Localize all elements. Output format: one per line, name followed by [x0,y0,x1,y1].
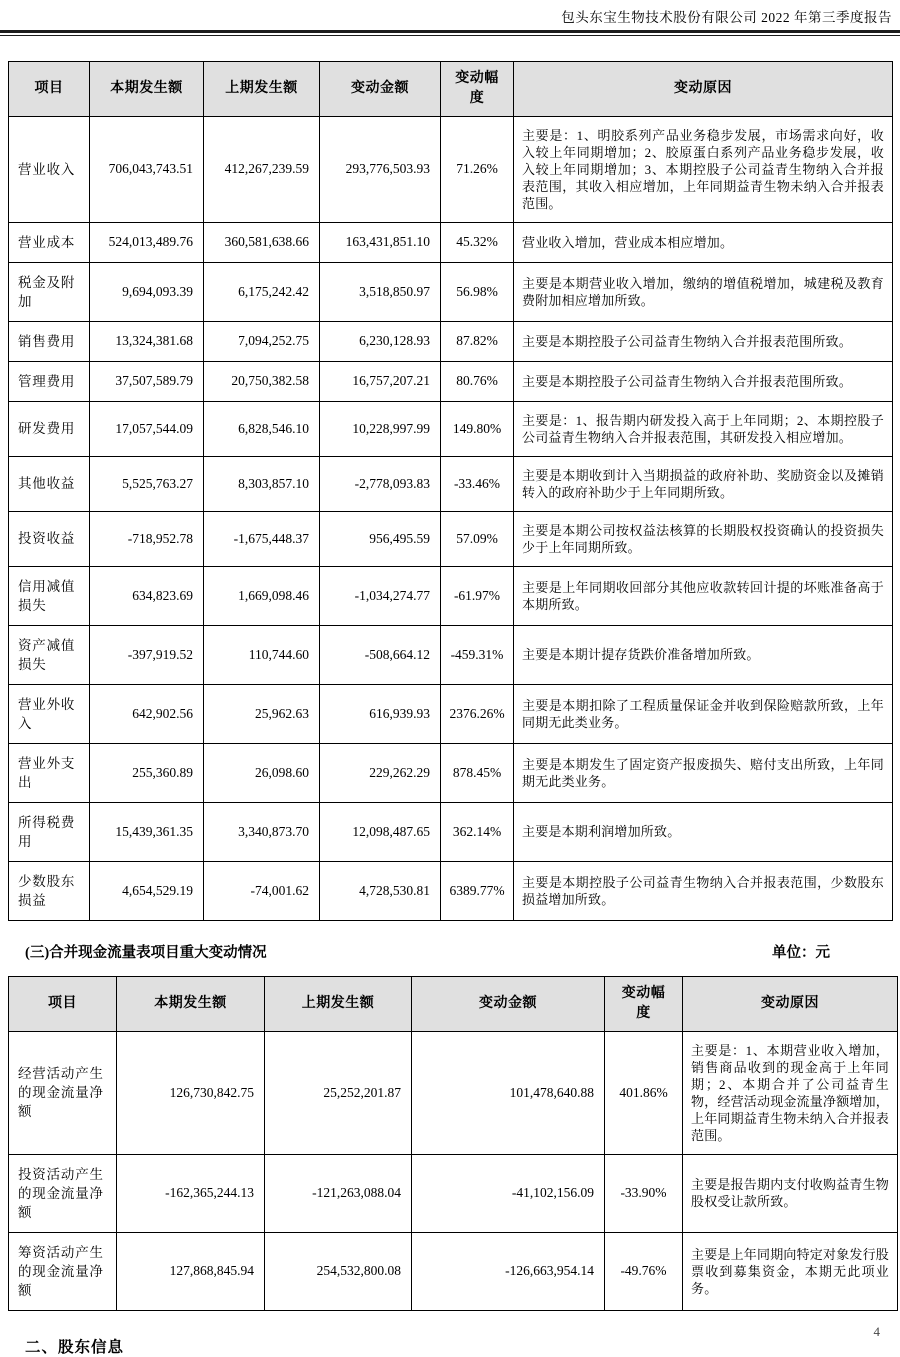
change-amount-value: -41,102,156.09 [412,1154,605,1232]
current-amount-value: 642,902.56 [90,684,204,743]
change-percent-value: 878.45% [441,743,514,802]
current-amount-value: -397,919.52 [90,625,204,684]
prior-amount-value: 20,750,382.58 [204,361,320,401]
table-row [9,861,893,920]
row-item-label: 经营活动产生的现金流量净额 [9,1031,117,1154]
current-amount-value: 9,694,093.39 [90,262,204,321]
change-reason-text: 主要是本期控股子公司益青生物纳入合并报表范围所致。 [514,321,893,361]
row-item-label: 营业外收入 [9,684,90,743]
column-header-current-amount: 本期发生额 [117,976,265,1031]
column-header-change-percent: 变动幅度 [605,976,683,1031]
table-row [9,401,893,456]
change-percent-value: 45.32% [441,222,514,262]
change-amount-value: 293,776,503.93 [320,116,441,222]
change-percent-value: -459.31% [441,625,514,684]
prior-amount-value: 254,532,800.08 [265,1232,412,1310]
column-header-item: 项目 [9,976,117,1031]
prior-amount-value: 360,581,638.66 [204,222,320,262]
change-amount-value: 956,495.59 [320,511,441,566]
change-amount-value: 10,228,997.99 [320,401,441,456]
change-percent-value: 2376.26% [441,684,514,743]
prior-amount-value: 3,340,873.70 [204,802,320,861]
table-row [9,625,893,684]
column-header-change-amount: 变动金额 [412,976,605,1031]
row-item-label: 投资收益 [9,511,90,566]
column-header-change-amount: 变动金额 [320,61,441,116]
change-percent-value: 6389.77% [441,861,514,920]
current-amount-value: -718,952.78 [90,511,204,566]
document-header [0,0,900,30]
row-item-label: 信用减值损失 [9,566,90,625]
prior-amount-value: 25,252,201.87 [265,1031,412,1154]
table-row [9,222,893,262]
change-reason-text: 主要是本期计提存货跌价准备增加所致。 [514,625,893,684]
row-item-label: 销售费用 [9,321,90,361]
row-item-label: 管理费用 [9,361,90,401]
prior-amount-value: 26,098.60 [204,743,320,802]
change-percent-value: 57.09% [441,511,514,566]
change-amount-value: 4,728,530.81 [320,861,441,920]
table-row [9,456,893,511]
table-header-row [9,976,898,1031]
column-header-prior-amount: 上期发生额 [204,61,320,116]
prior-amount-value: 412,267,239.59 [204,116,320,222]
prior-amount-value: -1,675,448.37 [204,511,320,566]
row-item-label: 投资活动产生的现金流量净额 [9,1154,117,1232]
current-amount-value: 634,823.69 [90,566,204,625]
current-amount-value: 17,057,544.09 [90,401,204,456]
current-amount-value: 126,730,842.75 [117,1031,265,1154]
change-reason-text: 主要是：1、报告期内研发投入高于上年同期；2、本期控股子公司益青生物纳入合并报表范围，其研发投入相应增加。 [514,401,893,456]
page-number: 4 [873,1324,880,1339]
change-percent-value: 71.26% [441,116,514,222]
row-item-label: 所得税费用 [9,802,90,861]
table-row [9,1031,898,1154]
current-amount-value: 4,654,529.19 [90,861,204,920]
cash-flow-changes-table [8,976,898,1311]
current-amount-value: 524,013,489.76 [90,222,204,262]
change-amount-value: 101,478,640.88 [412,1031,605,1154]
change-percent-value: -33.90% [605,1154,683,1232]
change-amount-value: -126,663,954.14 [412,1232,605,1310]
change-percent-value: -33.46% [441,456,514,511]
table-header-row [9,61,893,116]
change-amount-value: -2,778,093.83 [320,456,441,511]
row-item-label: 营业外支出 [9,743,90,802]
change-percent-value: 401.86% [605,1031,683,1154]
column-header-change-percent: 变动幅度 [441,61,514,116]
prior-amount-value: 7,094,252.75 [204,321,320,361]
table-row [9,116,893,222]
income-statement-changes-table [8,61,893,921]
change-amount-value: 12,098,487.65 [320,802,441,861]
change-reason-text: 主要是：1、本期营业收入增加，销售商品收到的现金高于上年同期；2、本期合并了公司益青生物，经营活动现金流量净额增加，上年同期益青生物未纳入合并报表范围。 [683,1031,898,1154]
change-percent-value: 149.80% [441,401,514,456]
table-row [9,1232,898,1310]
prior-amount-value: 8,303,857.10 [204,456,320,511]
table-row [9,802,893,861]
table-row [9,566,893,625]
change-reason-text: 主要是本期发生了固定资产报废损失、赔付支出所致，上年同期无此类业务。 [514,743,893,802]
row-item-label: 研发费用 [9,401,90,456]
header-rule-thick [0,30,900,33]
change-percent-value: -49.76% [605,1232,683,1310]
change-reason-text: 主要是本期收到计入当期损益的政府补助、奖励资金以及摊销转入的政府补助少于上年同期所致。 [514,456,893,511]
section-header-row [0,941,900,962]
column-header-prior-amount: 上期发生额 [265,976,412,1031]
change-reason-text: 主要是本期控股子公司益青生物纳入合并报表范围，少数股东损益增加所致。 [514,861,893,920]
prior-amount-value: -121,263,088.04 [265,1154,412,1232]
change-amount-value: 16,757,207.21 [320,361,441,401]
change-amount-value: 229,262.29 [320,743,441,802]
column-header-current-amount: 本期发生额 [90,61,204,116]
change-amount-value: -508,664.12 [320,625,441,684]
row-item-label: 营业成本 [9,222,90,262]
table-row [9,262,893,321]
prior-amount-value: 1,669,098.46 [204,566,320,625]
row-item-label: 少数股东损益 [9,861,90,920]
row-item-label: 税金及附加 [9,262,90,321]
change-percent-value: 56.98% [441,262,514,321]
change-reason-text: 营业收入增加，营业成本相应增加。 [514,222,893,262]
change-amount-value: 163,431,851.10 [320,222,441,262]
table-row [9,1154,898,1232]
change-reason-text: 主要是报告期内支付收购益青生物股权受让款所致。 [683,1154,898,1232]
income-statement-table-body [9,116,893,920]
prior-amount-value: 110,744.60 [204,625,320,684]
table-row [9,743,893,802]
current-amount-value: 706,043,743.51 [90,116,204,222]
change-reason-text: 主要是本期利润增加所致。 [514,802,893,861]
header-rule-thin [0,35,900,36]
table-row [9,511,893,566]
change-reason-text: 主要是上年同期向特定对象发行股票收到募集资金，本期无此项业务。 [683,1232,898,1310]
row-item-label: 营业收入 [9,116,90,222]
table-row [9,321,893,361]
prior-amount-value: 6,175,242.42 [204,262,320,321]
cash-flow-table-body [9,1031,898,1310]
change-reason-text: 主要是本期扣除了工程质量保证金并收到保险赔款所致，上年同期无此类业务。 [514,684,893,743]
row-item-label: 资产减值损失 [9,625,90,684]
current-amount-value: -162,365,244.13 [117,1154,265,1232]
current-amount-value: 37,507,589.79 [90,361,204,401]
change-amount-value: -1,034,274.77 [320,566,441,625]
row-item-label: 其他收益 [9,456,90,511]
column-header-change-reason: 变动原因 [683,976,898,1031]
current-amount-value: 5,525,763.27 [90,456,204,511]
prior-amount-value: -74,001.62 [204,861,320,920]
change-amount-value: 3,518,850.97 [320,262,441,321]
section-title: (三)合并现金流量表项目重大变动情况 [25,944,267,961]
change-percent-value: 80.76% [441,361,514,401]
current-amount-value: 127,868,845.94 [117,1232,265,1310]
change-reason-text: 主要是本期控股子公司益青生物纳入合并报表范围所致。 [514,361,893,401]
table-row [9,361,893,401]
change-reason-text: 主要是本期公司按权益法核算的长期股权投资确认的投资损失少于上年同期所致。 [514,511,893,566]
prior-amount-value: 6,828,546.10 [204,401,320,456]
current-amount-value: 13,324,381.68 [90,321,204,361]
shareholder-info-heading: 二、股东信息 [25,1338,125,1356]
change-amount-value: 6,230,128.93 [320,321,441,361]
column-header-item: 项目 [9,61,90,116]
change-reason-text: 主要是：1、明胶系列产品业务稳步发展，市场需求向好，收入较上年同期增加；2、胶原蛋白系列产品业务稳步发展，收入较上年同期增加；3、本期控股子公司益青生物纳入合并报表范围，其收入相应增加，上年同期益青生物未纳入合并报表范围。 [514,116,893,222]
change-amount-value: 616,939.93 [320,684,441,743]
current-amount-value: 255,360.89 [90,743,204,802]
change-percent-value: 87.82% [441,321,514,361]
change-percent-value: -61.97% [441,566,514,625]
table-row [9,684,893,743]
document-title: 包头东宝生物技术股份有限公司 2022 年第三季度报告 [561,10,892,25]
column-header-change-reason: 变动原因 [514,61,893,116]
unit-label: 单位：元 [772,944,830,961]
row-item-label: 筹资活动产生的现金流量净额 [9,1232,117,1310]
change-reason-text: 主要是上年同期收回部分其他应收款转回计提的坏账准备高于本期所致。 [514,566,893,625]
current-amount-value: 15,439,361.35 [90,802,204,861]
change-percent-value: 362.14% [441,802,514,861]
prior-amount-value: 25,962.63 [204,684,320,743]
change-reason-text: 主要是本期营业收入增加，缴纳的增值税增加，城建税及教育费附加相应增加所致。 [514,262,893,321]
